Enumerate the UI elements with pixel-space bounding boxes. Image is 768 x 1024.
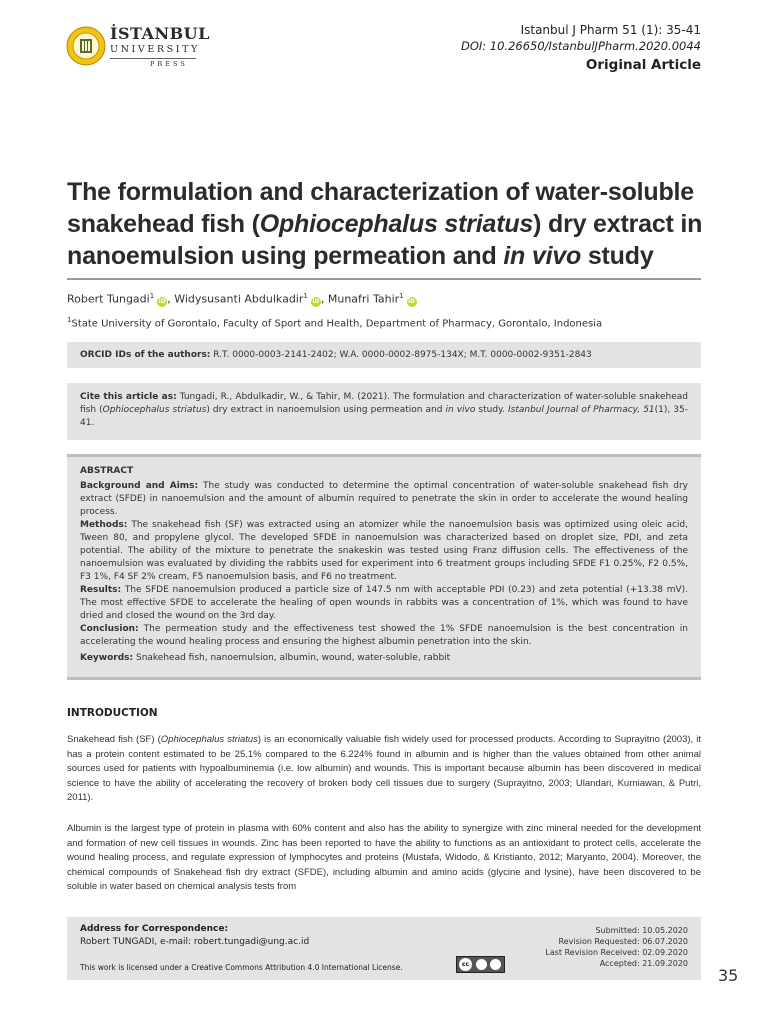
date-submitted: Submitted: 10.05.2020 (595, 926, 688, 935)
doi-link[interactable]: DOI: 10.26650/IstanbulJPharm.2020.0044 (460, 39, 701, 53)
license-text: This work is licensed under a Creative Commons Attribution 4.0 International License. (80, 963, 403, 972)
date-accepted: Accepted: 21.09.2020 (599, 959, 688, 968)
university-seal-icon (66, 26, 106, 66)
logo-word-university: UNIVERSITY (110, 44, 200, 55)
logo-word-istanbul: İSTANBUL (110, 24, 210, 43)
abstract-heading: ABSTRACT (80, 466, 134, 476)
citation-box: Cite this article as: Tungadi, R., Abdulkadir, W., & Tahir, M. (2021). The formulation and characterization of water-soluble snakehead fish (Ophiocephalus striatus) dry extract in nanoemulsion using permeation and in vivo study. Istanbul Journal of Pharmacy, 51(1), 35-41. (67, 383, 701, 440)
abstract-conclusion: Conclusion: The permeation study and the effectiveness test showed the 1% SFDE nanoemulsion is the best concentration in accelerating the wound healing process and ensuring the highest albumin penetration into the skin. (80, 624, 688, 647)
section-heading-introduction: INTRODUCTION (67, 707, 158, 719)
journal-info (461, 22, 701, 75)
correspondence-label: Address for Correspondence: (80, 924, 229, 934)
orcid-icon[interactable]: iD (158, 297, 166, 305)
author-name: Widysusanti Abdulkadir (174, 292, 304, 306)
affiliation: $^1$State University of Gorontalo, Faculty of Sport and Health, Department of Pharmacy, Gorontalo, Indonesia (67, 316, 603, 330)
author-name: Munafri Tahir (327, 292, 400, 306)
article-type: Original Article (585, 57, 701, 73)
abstract-box (67, 454, 701, 680)
orcid-box: ORCID IDs of the authors: R.T. 0000-0003-2141-2402; W.A. 0000-0002-8975-134X; M.T. 0000-0002-9351-2843 (67, 342, 701, 368)
page-number: 35 (718, 966, 739, 985)
abstract-keywords: Keywords: Snakehead fish, nanoemulsion, albumin, wound, water-soluble, rabbit (80, 653, 451, 663)
abstract-methods: Methods: The snakehead fish (SF) was extracted using an atomizer while the nanoemulsion basis was optimized using oleic acid, Tween 80, and propylene glycol. The developed SFDE in nanoemulsion was characterized based on droplet size, PDI, and zeta potential. The ability of the mixture to penetrate the snakeskin was tested using Franz diffusion cells. The effectiveness of the nanoemulsion was evaluated by dividing the rabbits used for experiment into 6 treatment groups including SFDE F1 0.25%, F2 0.5%, F3 1%, F4 SF 2% cream, F5 nanoemulsion basis, and F6 no treatment. (80, 520, 688, 582)
date-revision-requested: Revision Requested: 06.07.2020 (558, 937, 688, 946)
cc-license-icon[interactable]: cc (456, 956, 505, 973)
publisher-logo (66, 24, 210, 72)
intro-paragraph-1: Snakehead fish (SF) (Ophiocephalus striatus) is an economically valuable fish widely used for processed products. According to Suprayitno (2003), it has a protein content estimated to be 25.1% compared to the 6.224% found in albumin and is higher than the values obtained from other animal sources used for patients with hypoalbuminemia (i.e. low albumin) and wounds. This is important because albumin has been discovered in medical science to have the ability of accelerating the recovery of broken body cell tissues due to surgery (Suprayitno, 2003; Ulandari, Kurniawan, & Putri, 2011). (67, 734, 702, 803)
date-last-revision: Last Revision Received: 02.09.2020 (545, 948, 688, 957)
logo-word-press: PRESS (150, 60, 188, 68)
author-list: Robert Tungadi$^1$iD, Widysusanti Abdulkadir$^1$iD, Munafri Tahir$^1$iD (67, 292, 416, 306)
journal-reference: Istanbul J Pharm 51 (1): 35-41 (520, 23, 701, 37)
orcid-icon[interactable]: iD (408, 297, 416, 305)
intro-paragraph-2: Albumin is the largest type of protein in plasma with 60% content and also has the ability to synergize with zinc mineral needed for the development and formation of new cell tissues in wounds. Zinc has been reported to have the ability to functions as an antioxidant to protect cells, accelerate the wound healing process, and regulate expression of lymphocytes and proteins (Mustafa, Widodo, & Kristianto, 2012; Maryanto, 2004). Moreover, the chemical compounds of Snakehead fish dry extract (SFDE), including albumin and amino acids (glycine and lysine), have been discovered to be soluble in water based on chemical analysis tests from (67, 823, 701, 892)
article-title: The formulation and characterization of water-soluble snakehead fish (Ophiocephalus striatus) dry extract in nanoemulsion using permeation and in vivo study (67, 178, 703, 270)
abstract-results: Results: The SFDE nanoemulsion produced a particle size of 147.5 nm with acceptable PDI (0.23) and zeta potential (+13.38 mV). The most effective SFDE to accelerate the healing of open wounds in rabbits was a concentration of 1%, which was found to have dried and closed the wound on the 3rd day. (80, 585, 688, 621)
abstract-background: Background and Aims: The study was conducted to determine the optimal concentration of water-soluble snakehead fish dry extract (SFDE) in nanoemulsion and the amount of albumin required to penetrate the skin in order to accelerate the wound healing process. (80, 481, 688, 517)
orcid-icon[interactable]: iD (312, 297, 320, 305)
correspondence-box (67, 917, 701, 980)
author-name: Robert Tungadi (67, 292, 150, 306)
title-divider (67, 278, 701, 280)
correspondence-text: Robert TUNGADI, e-mail: robert.tungadi@ung.ac.id (80, 937, 310, 947)
article-dates (545, 925, 688, 969)
